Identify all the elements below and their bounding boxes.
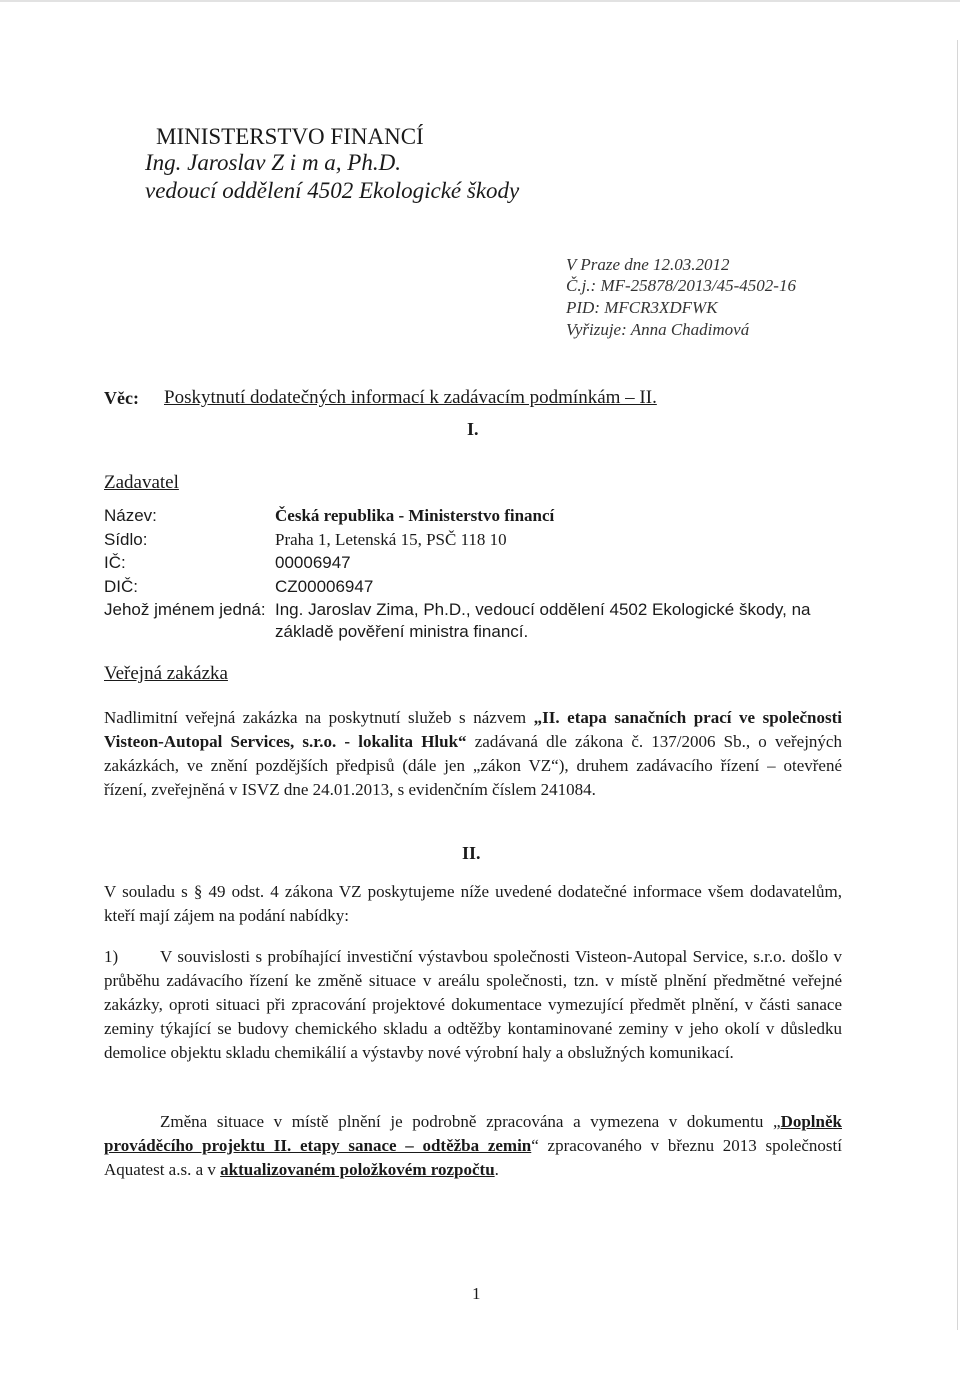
subject-label: Věc: (104, 388, 139, 408)
change-text-middle: zpracovaného v březnu 2013 společností Aquatest a.s. a v (104, 1136, 842, 1179)
name-label: Název: (104, 506, 157, 525)
signatory-role: vedoucí oddělení 4502 Ekologické škody (145, 178, 520, 203)
scan-right-edge (957, 40, 958, 1330)
representative-value: Ing. Jaroslav Zima, Ph.D., vedoucí oddělení 4502 Ekologické škody, na (275, 600, 811, 619)
ico-label: IČ: (104, 553, 126, 572)
compliance-paragraph: V souladu s § 49 odst. 4 zákona VZ poskytujeme níže uvedené dodatečné informace všem dodavatelům, kteří mají zájem na podání nabídky: (104, 882, 842, 925)
pid-code: PID: MFCR3XDFWK (566, 298, 718, 317)
representative-continuation: základě pověření ministra financí. (275, 622, 529, 641)
subject-text: Poskytnutí dodatečných informací k zadávacím podmínkám – II. (164, 387, 657, 408)
letter-date: V Praze dne 12.03.2012 (566, 255, 730, 274)
change-paragraph (104, 1110, 842, 1182)
list-item-1 (104, 945, 842, 1065)
page-number: 1 (472, 1284, 481, 1303)
name-value: Česká republika - Ministerstvo financí (275, 506, 555, 525)
seat-value: Praha 1, Letenská 15, PSČ 118 10 (275, 530, 507, 549)
dic-value: CZ00006947 (275, 577, 374, 596)
contract-title: „II. etapa sanačních prací ve společnosti Visteon-Autopal Services, s.r.o. - lokalita Hluk“ (104, 708, 842, 751)
change-text-end: . (494, 1160, 499, 1179)
budget-reference: aktualizovaném položkovém rozpočtu (220, 1160, 495, 1179)
handled-by: Vyřizuje: Anna Chadimová (566, 320, 750, 339)
document-name: Doplněk prováděcího projektu II. etapy sanace – odtěžba zemin (104, 1112, 842, 1155)
reference-number: Č.j.: MF-25878/2013/45-4502-16 (566, 276, 796, 295)
dic-label: DIČ: (104, 577, 138, 596)
signatory-name: Ing. Jaroslav Z i m a, Ph.D. (145, 150, 401, 175)
section-heading-2: II. (462, 843, 481, 863)
representative-label: Jehož jménem jedná: (104, 600, 266, 619)
list-item-number: 1) (104, 947, 119, 966)
list-item-text: V souvislosti s probíhající investiční výstavbou společnosti Visteon-Autopal Service, s.r.o. došlo v průběhu zadávacího řízení ke změně situace v areálu společnosti, tzn. v místě plnění předmětné veřejné zakázky, oproti situaci při zpracování projektové dokumentace vymezující předmět plnění, v části sanace zeminy týkající se budovy chemického skladu a odtěžby kontaminované zeminy v jeho okolí v důsledku demolice objektu skladu chemikálií a výstavby nové výrobní haly a obslužných komunikací. (104, 947, 842, 1062)
scan-top-edge (0, 0, 960, 2)
contract-text-start: Nadlimitní veřejná zakázka na poskytnutí služeb s názvem (104, 708, 534, 727)
change-text-start: Změna situace v místě plnění je podrobně zpracována a vymezena v dokumentu (160, 1112, 774, 1131)
contract-text-rest: zadávaná dle zákona č. 137/2006 Sb., o veřejných zakázkách, ve znění pozdějších předpisů (dále jen „zákon VZ“), druhem zadávacího řízení – otevřené řízení, zveřejněná v ISVZ dne 24.01.2013, s evidenčním číslem 241084. (104, 732, 842, 799)
contracting-authority-heading: Zadavatel (104, 472, 179, 493)
seat-label: Sídlo: (104, 530, 148, 549)
ministry-name: MINISTERSTVO FINANCÍ (156, 124, 424, 149)
doc-quote-close: “ (531, 1136, 539, 1155)
section-heading-1: I. (467, 419, 479, 439)
public-contract-heading: Veřejná zakázka (104, 663, 228, 684)
doc-quote-open: „ (773, 1112, 781, 1131)
ico-value: 00006947 (275, 553, 351, 572)
contract-description (104, 706, 842, 802)
